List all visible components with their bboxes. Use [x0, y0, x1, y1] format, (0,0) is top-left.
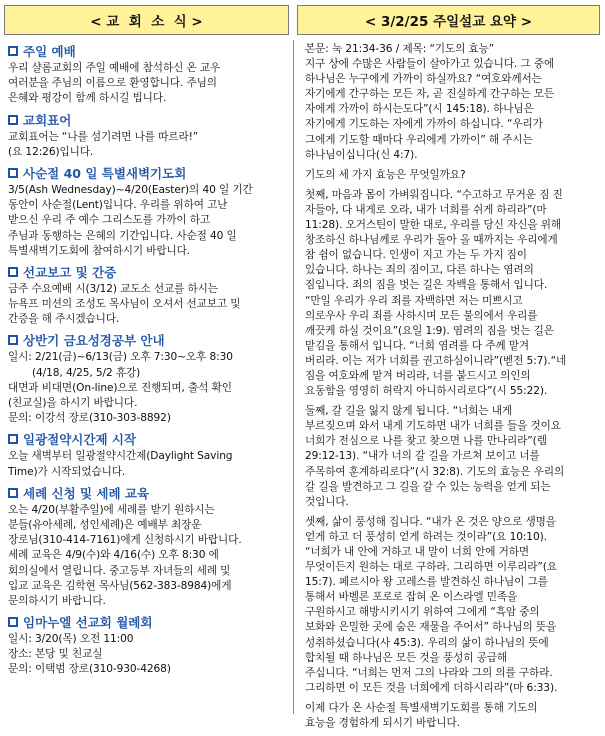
- sermon-text-line: 주목하여 훈계하리로다”(시 32:8). 기도의 효능은 우리의: [305, 465, 565, 478]
- sermon-text-line: 창조하신 하나님께로 우리가 돌아 올 때까지는 우리에게: [305, 234, 558, 247]
- news-section-text-line: 은혜와 평강이 함께 하시길 빕니다.: [8, 92, 167, 105]
- sermon-text-line: 있습니다. 하나는 죄의 짐이고, 다른 하나는 염려의: [305, 264, 534, 277]
- sermon-text-line: 짐입니다. 죄의 짐을 벗는 길은 자백을 통해서 입니다.: [305, 279, 548, 292]
- sermon-text-line: 첫째, 마음과 몸이 가벼워집니다. “수고하고 무거운 짐 진: [305, 188, 563, 201]
- square-outline-icon: [8, 46, 18, 56]
- sermon-text-line: “너희가 내 안에 거하고 내 말이 너희 안에 거하면: [305, 546, 530, 558]
- sermon-text-line: 깨끗케 하실 것이요”(요일 1:9). 염려의 짐을 벗는 길은: [305, 324, 554, 337]
- news-section-text-line: 회의실에서 열립니다. 중고등부 자녀들의 세례 및: [8, 564, 231, 577]
- square-outline-icon: [8, 434, 18, 444]
- news-section-title-text: 교회표어: [23, 112, 72, 128]
- sermon-text-line: 자기에게 간구하는 모든 자, 곧 진실하게 간구하는 모든: [305, 88, 555, 101]
- news-section-text-line: 받으신 우리 주 예수 그리스도를 가까이 하고: [8, 214, 211, 227]
- sermon-text-line: 요동함을 영영히 허락지 아니하시리로다”(시 55:22).: [305, 385, 548, 398]
- square-outline-icon: [8, 267, 18, 277]
- sermon-text-line: 자기에게 기도하는 자에게 가까이 하십니다. “우리가: [305, 118, 543, 131]
- sermon-text-line: 이제 다가 온 사순절 특별새벽기도회를 통해 기도의: [305, 701, 538, 714]
- news-section-title-text: 주일 예배: [23, 44, 76, 59]
- news-section: [8, 111, 287, 160]
- news-section-title-text: 일광절약시간제 시작: [23, 432, 137, 448]
- sermon-summary-header: < 3/2/25 주일설교 요약 >: [297, 5, 600, 35]
- news-section-text-line: 분들(유아세례, 성인세례)은 예배부 최장운: [8, 518, 202, 531]
- news-section-title: [8, 484, 287, 502]
- news-section-text-line: 문의하시기 바랍니다.: [8, 594, 106, 607]
- news-section-text-line: 대면과 비대면(On-line)으로 진행되며, 출석 확인: [8, 381, 232, 394]
- church-news-column: [8, 42, 287, 682]
- sermon-text-line: 효능을 경험하게 되시기 바랍니다.: [305, 717, 460, 730]
- sermon-text-line: 합치될 때 하나님은 모든 것을 풍성히 공급해: [305, 651, 508, 664]
- news-section-title: [8, 263, 287, 281]
- news-section-text-line: 장소: 본당 및 친교실: [8, 648, 103, 661]
- sermon-summary-column: [305, 42, 598, 736]
- news-section: [8, 42, 287, 107]
- news-section-title: [8, 164, 287, 182]
- news-section-text-line: 문의: 이택범 장로(310-930-4268): [8, 663, 171, 676]
- news-section-text-line: 입교 교육은 김학현 목사님(562-383-8984)에게: [8, 579, 232, 592]
- news-section-text-line: (요 12:26)입니다.: [8, 145, 94, 158]
- sermon-text-line: 것입니다.: [305, 495, 349, 508]
- sermon-text-line: 하나님이십니다(신 4:7).: [305, 148, 418, 161]
- news-section: [8, 613, 287, 678]
- sermon-text-line: 의로우사 우리 죄를 사하시며 모든 불의에서 우리를: [305, 309, 538, 322]
- sermon-text-line: 성취하셨습니다(사 45:3). 우리의 삶이 하나님의 뜻에: [305, 636, 549, 649]
- news-section-text-line: 교회표어는 “나를 섬기려면 나를 따르라!”: [8, 130, 199, 143]
- square-outline-icon: [8, 168, 18, 178]
- news-section-title: [8, 613, 287, 631]
- news-section-title-text: 상반기 금요성경공부 안내: [23, 333, 165, 349]
- sermon-text-line: 지구 상에 수많은 사람들이 살아가고 있습니다. 그 중에: [305, 58, 555, 71]
- square-outline-icon: [8, 115, 18, 125]
- column-divider: [293, 40, 294, 714]
- news-section-title-text: 세례 신청 및 세례 교육: [23, 485, 150, 501]
- sermon-text-line: 부르짖으며 와서 내게 기도하면 내가 너희를 들을 것이요: [305, 420, 561, 433]
- sermon-text-line: 너희가 전심으로 나를 찾고 찾으면 나를 만나리라”(렘: [305, 435, 547, 448]
- news-section: [8, 331, 287, 426]
- sermon-text-line: “만일 우리가 우리 죄를 자백하면 저는 미쁘시고: [305, 294, 523, 307]
- sermon-text-line: 맡김을 통해서 입니다. “너희 염려를 다 주께 맡겨: [305, 339, 530, 352]
- news-section-text-line: 장로님(310-414-7161)에게 신청하시기 바랍니다.: [8, 534, 242, 547]
- sermon-text-line: 본문: 눅 21:34-36 / 제목: “기도의 효능”: [305, 43, 495, 55]
- sermon-text-line: 기도의 세 가지 효능은 무엇일까요?: [305, 168, 466, 181]
- news-section-text-line: 주님과 동행하는 은혜의 기간입니다. 사순절 40 일: [8, 229, 237, 242]
- sermon-text-line: 보화와 은밀한 곳에 숨은 재물을 주어서” 하나님의 뜻을: [305, 621, 557, 634]
- news-section-text-line: 뉴욕프 미션의 조성도 목사님이 오셔서 선교보고 및: [8, 298, 241, 311]
- news-section: [8, 430, 287, 479]
- sermon-paragraph: [305, 404, 598, 510]
- sermon-text-line: 무엇이든지 원하는 대로 구하라. 그리하면 이루리라”(요: [305, 561, 557, 574]
- sermon-text-line: 하나님은 누구에게 가까이 하실까요? “여호와께서는: [305, 73, 542, 86]
- sermon-text-line: 29:12-13). “내가 너의 갈 길을 가르쳐 보이고 너를: [305, 450, 540, 463]
- sermon-text-line: 15:7). 페르시아 왕 고레스를 발견하신 하나님이 그를: [305, 576, 548, 589]
- sermon-text-line: 자에게 가까이 하시는도다”(시 145:18). 하나님은: [305, 103, 534, 116]
- news-section-text-line: 간증을 해 주시겠습니다.: [8, 313, 120, 326]
- news-section-title-text: 선교보고 및 간증: [23, 264, 117, 280]
- square-outline-icon: [8, 617, 18, 627]
- news-section: [8, 484, 287, 609]
- news-section-text-line: 세례 교육은 4/9(수)와 4/16(수) 오후 8:30 에: [8, 549, 219, 562]
- news-section-text-line: 여러분을 주님의 이름으로 환영합니다. 주님의: [8, 77, 217, 90]
- news-section-text-line: 일시: 3/20(목) 오전 11:00: [8, 633, 134, 646]
- news-section-title: [8, 42, 287, 60]
- news-section-text-line: (친교실)을 하시기 바랍니다.: [8, 397, 138, 409]
- sermon-text-line: 셋째, 삶이 풍성해 집니다. “내가 온 것은 양으로 생명을: [305, 515, 556, 528]
- sermon-text-line: 주십니다. “너희는 먼저 그의 나라와 그의 의를 구하라.: [305, 666, 553, 679]
- news-section-title: [8, 430, 287, 448]
- sermon-text-line: 둘째, 갈 길을 잃지 않게 됩니다. “너희는 내게: [305, 405, 513, 418]
- news-section-text-line: 문의: 이강석 장로(310-303-8892): [8, 412, 171, 425]
- sermon-paragraph: [305, 168, 598, 183]
- news-section-text-line: Time)가 시작되었습니다.: [8, 465, 126, 478]
- news-section: [8, 263, 287, 328]
- news-section-text-line: 3/5(Ash Wednesday)~4/20(Easter)의 40 일 기간: [8, 183, 253, 196]
- sermon-intro-paragraph: [305, 42, 598, 163]
- news-section: [8, 164, 287, 259]
- news-section-title: [8, 111, 287, 129]
- sermon-text-line: 참 쉼이 없습니다. 인생이 지고 가는 두 가지 짐이: [305, 249, 527, 262]
- news-section-text-line: 우리 샬롬교회의 주일 예배에 참석하신 온 교우: [8, 62, 221, 74]
- sermon-text-line: 짐을 여호와께 맡겨 버리라, 너를 붙드시고 의인의: [305, 369, 531, 382]
- news-section-text-line: 특별새벽기도회에 참여하시기 바랍니다.: [8, 244, 191, 257]
- news-section-title-text: 임마누엘 선교회 월례회: [23, 615, 153, 631]
- sermon-text-line: 통해서 바벨론 포로로 잡혀 온 이스라엘 민족을: [305, 591, 518, 604]
- square-outline-icon: [8, 488, 18, 498]
- square-outline-icon: [8, 335, 18, 345]
- sermon-text-line: 얻게 하고 더 풍성히 얻게 하려는 것이라”(요 10:10).: [305, 530, 547, 543]
- sermon-paragraph: [305, 701, 598, 731]
- news-section-text-line: 오는 4/20(부활주일)에 세례를 받기 원하시는: [8, 503, 215, 516]
- sermon-text-line: 그에게 기도할 때마다 우리에게 가까이” 해 주시는: [305, 133, 533, 146]
- sermon-paragraph: [305, 188, 598, 399]
- news-section-text-line: 동안이 사순절(Lent)입니다. 우리를 위하여 고난: [8, 199, 228, 212]
- sermon-paragraph: [305, 515, 598, 696]
- church-news-header: < 교 회 소 식 >: [4, 5, 289, 35]
- news-section-text-line: 금주 수요예배 시(3/12) 교도소 선교를 하시는: [8, 282, 218, 295]
- news-section-title-text: 사순절 40 일 특별새벽기도회: [23, 165, 187, 181]
- sermon-text-line: 버리라. 이는 저가 너희를 권고하심이니라”(벧전 5:7).“네: [305, 354, 567, 367]
- news-section-text-line: 일시: 2/21(금)~6/13(금) 오후 7:30~오후 8:30: [8, 351, 233, 364]
- news-section-title: [8, 331, 287, 349]
- sermon-text-line: 자들아, 다 내게로 오라, 내가 너희를 쉬게 하리라”(마: [305, 203, 547, 216]
- news-section-text-line: 오늘 새벽부터 일광절약시간제(Daylight Saving: [8, 450, 233, 463]
- news-section-text-line: (4/18, 4/25, 5/2 휴강): [32, 366, 141, 379]
- sermon-text-line: 그리하면 이 모든 것을 너희에게 더하시리라”(마 6:33).: [305, 681, 558, 694]
- sermon-text-line: 구원하시고 해방시키시기 위하여 그에게 “흑암 중의: [305, 606, 540, 619]
- sermon-text-line: 갈 길을 발견하고 그 길을 갈 수 있는 능력을 얻게 되는: [305, 480, 551, 493]
- sermon-text-line: 11:28). 오거스틴이 말한 대로, 우리를 당신 자신을 위해: [305, 219, 562, 232]
